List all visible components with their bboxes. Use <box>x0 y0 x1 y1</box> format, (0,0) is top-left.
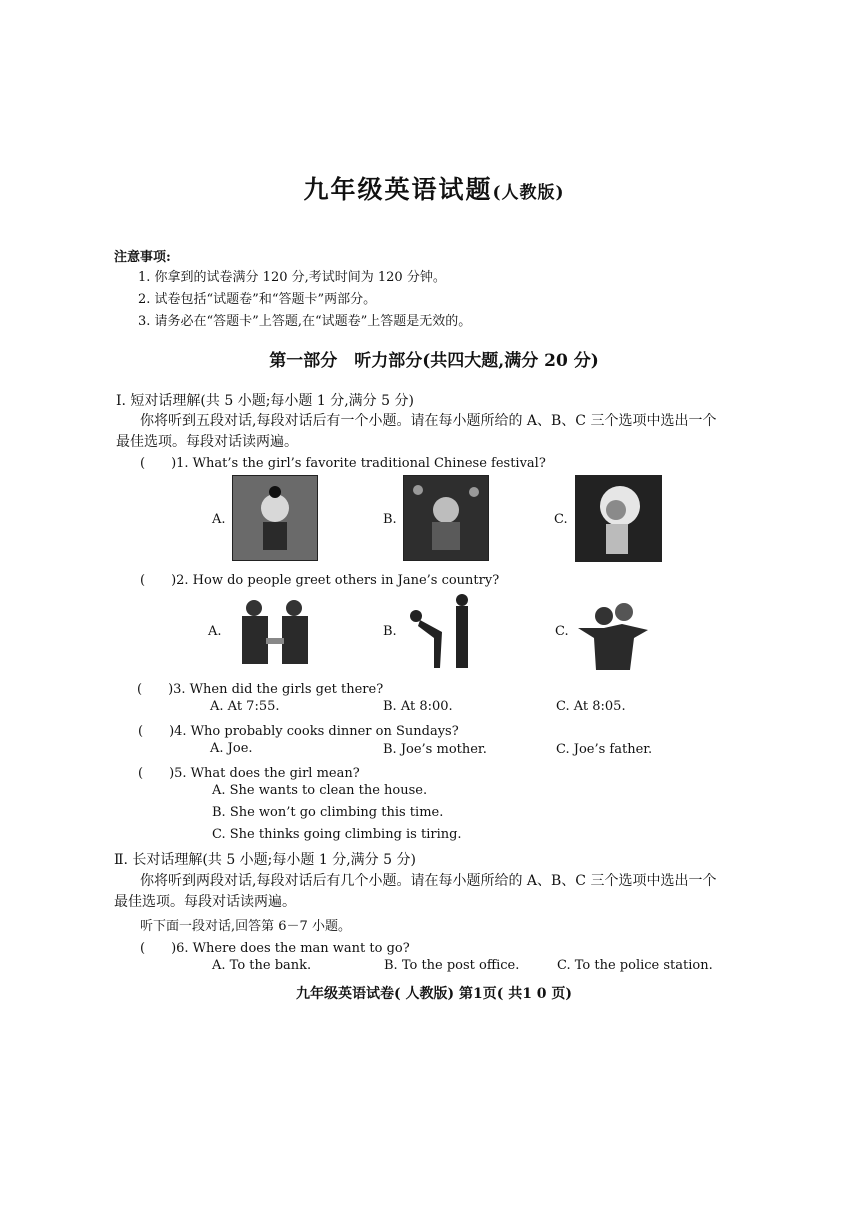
q1-stem: ( )1. What’s the girl’s favorite traditional Chinese festival? <box>140 456 546 471</box>
q1-option-a-image <box>232 475 318 561</box>
section2-instruction-line2: 最佳选项。每段对话读两遍。 <box>114 894 296 910</box>
section2-instruction-line1: 你将听到两段对话,每段对话后有几个小题。请在每小题所给的 A、B、C 三个选项中选出一个 <box>140 873 717 889</box>
q2-option-c-image <box>574 598 652 670</box>
q6-option-c: C. To the police station. <box>557 958 713 973</box>
q2-option-c-label: C. <box>555 624 569 639</box>
q2-option-b-image <box>404 592 478 670</box>
q2-option-a-image <box>232 598 318 670</box>
q4-option-c: C. Joe’s father. <box>556 742 653 757</box>
exam-title <box>0 170 868 206</box>
section1-instruction-line1: 你将听到五段对话,每段对话后有一个小题。请在每小题所给的 A、B、C 三个选项中选出一个 <box>140 413 717 429</box>
notes-heading: 注意事项: <box>114 250 171 265</box>
exam-title-main: 九年级英语试题 <box>303 175 493 204</box>
note-item-3: 3. 请务必在“答题卡”上答题,在“试题卷”上答题是无效的。 <box>138 314 472 329</box>
section2-heading: Ⅱ. 长对话理解(共 5 小题;每小题 1 分,满分 5 分) <box>114 852 416 868</box>
q1-option-a-label: A. <box>212 512 226 527</box>
q4-option-b: B. Joe’s mother. <box>383 742 487 757</box>
q3-option-a: A. At 7:55. <box>210 699 280 714</box>
q3-option-b: B. At 8:00. <box>383 699 453 714</box>
part1-heading: 第一部分 听力部分(共四大题,满分 20 分) <box>269 351 599 371</box>
note-item-2: 2. 试卷包括“试题卷”和“答题卡”两部分。 <box>138 292 377 307</box>
q2-stem: ( )2. How do people greet others in Jane’s country? <box>140 573 500 588</box>
q5-option-c: C. She thinks going climbing is tiring. <box>212 827 462 842</box>
q6-option-b: B. To the post office. <box>384 958 520 973</box>
section1-heading: Ⅰ. 短对话理解(共 5 小题;每小题 1 分,满分 5 分) <box>116 393 414 409</box>
note-item-1: 1. 你拿到的试卷满分 120 分,考试时间为 120 分钟。 <box>138 270 446 285</box>
section2-group-instruction: 听下面一段对话,回答第 6－7 小题。 <box>140 919 351 934</box>
q5-stem: ( )5. What does the girl mean? <box>138 766 360 781</box>
q4-option-a: A. Joe. <box>210 741 253 756</box>
q3-stem: ( )3. When did the girls get there? <box>137 682 384 697</box>
q1-option-c-image <box>575 475 662 562</box>
q5-option-b: B. She won’t go climbing this time. <box>212 805 444 820</box>
q4-stem: ( )4. Who probably cooks dinner on Sundays? <box>138 724 459 739</box>
q5-option-a: A. She wants to clean the house. <box>212 783 428 798</box>
q1-option-c-label: C. <box>554 512 568 527</box>
q1-option-b-label: B. <box>383 512 397 527</box>
section1-instruction-line2: 最佳选项。每段对话读两遍。 <box>116 434 298 450</box>
q6-stem: ( )6. Where does the man want to go? <box>140 941 410 956</box>
q2-option-b-label: B. <box>383 624 397 639</box>
exam-title-edition: (人教版) <box>492 183 565 203</box>
page-footer: 九年级英语试卷( 人教版) 第1页( 共1 0 页) <box>295 986 573 1002</box>
q2-option-a-label: A. <box>208 624 222 639</box>
q6-option-a: A. To the bank. <box>212 958 312 973</box>
q3-option-c: C. At 8:05. <box>556 699 626 714</box>
q1-option-b-image <box>403 475 489 561</box>
